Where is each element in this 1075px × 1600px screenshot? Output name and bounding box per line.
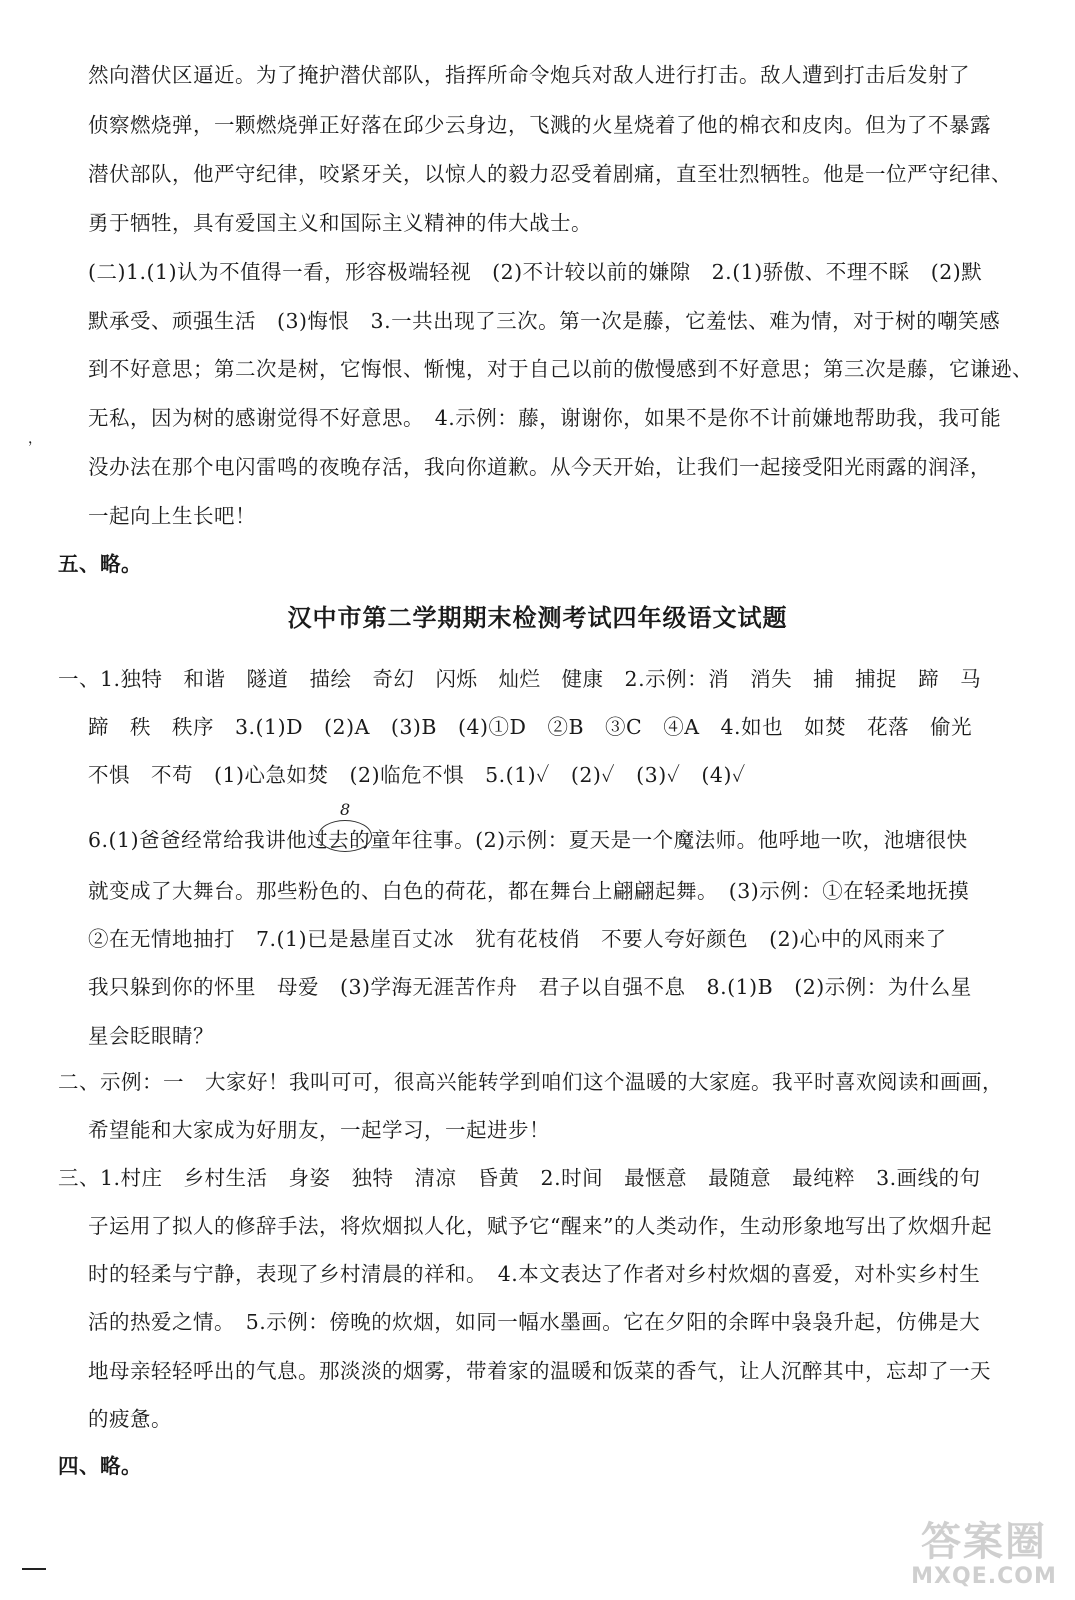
text-line: 地母亲轻轻呼出的气息。那淡淡的烟雾，带着家的温暖和饭菜的香气，让人沉醉其中，忘却了一天 [88,1359,991,1383]
text-line: 默承受、顽强生活 (3)悔恨 3.一共出现了三次。第一次是藤，它羞怯、难为情，对于树的嘲笑感 [88,309,1001,333]
text-line: 勇于牺牲，具有爱国主义和国际主义精神的伟大战士。 [88,211,592,235]
text-line: 星会眨眼睛？ [88,1024,214,1048]
stray-mark: ， [28,431,42,447]
watermark-logo [899,1520,1069,1592]
text-line: 子运用了拟人的修辞手法，将炊烟拟人化，赋予它“醒来”的人类动作，生动形象地写出了炊烟升起 [88,1214,992,1238]
text-line: 无私，因为树的感谢觉得不好意思。 4.示例：藤，谢谢你，如果不是你不计前嫌地帮助我，我可能 [88,406,1002,430]
watermark-url: MXQE.COM [911,1564,1057,1589]
text-line: 时的轻柔与宁静，表现了乡村清晨的祥和。 4.本文表达了作者对乡村炊烟的喜爱，对朴实乡村生 [88,1262,981,1286]
text-line: 我只躲到你的怀里 母爱 (3)学海无涯苦作舟 君子以自强不息 8.(1)B (2)示例：为什么星 [88,975,972,999]
section-five-heading: 五、略。 [58,552,142,576]
text-line: 的疲惫。 [88,1407,172,1431]
text-line: 侦察燃烧弹，一颗燃烧弹正好落在邱少云身边，飞溅的火星烧着了他的棉衣和皮肉。但为了不暴露 [88,113,991,137]
text-line: 6.(1)爸爸经常给我讲他过去的童年往事。(2)示例：夏天是一个魔法师。他呼地一吹，池塘很快 [88,828,968,852]
watermark-text: 答案圈 [921,1519,1047,1565]
section-four-heading: 四、略。 [58,1454,142,1478]
text-line: 然向潜伏区逼近。为了掩护潜伏部队，指挥所命令炮兵对敌人进行打击。敌人遭到打击后发射了 [88,63,970,87]
handwritten-mark: 8 [340,800,351,819]
handwritten-circle-mark [318,820,372,852]
text-line: 活的热爱之情。 5.示例：傍晚的炊烟，如同一幅水墨画。它在夕阳的余晖中袅袅升起，仿佛是大 [88,1310,981,1334]
text-line: 没办法在那个电闪雷鸣的夜晚存活，我向你道歉。从今天开始，让我们一起接受阳光雨露的润泽， [88,455,991,479]
footer-dash [22,1568,46,1570]
text-line: 三、1.村庄 乡村生活 身姿 独特 清凉 昏黄 2.时间 最惬意 最随意 最纯粹 3.画线的句 [58,1166,981,1190]
text-line: 二、示例：一 大家好！我叫可可，很高兴能转学到咱们这个温暖的大家庭。我平时喜欢阅读和画画， [58,1070,1003,1094]
text-line: (二)1.(1)认为不值得一看，形容极端轻视 (2)不计较以前的嫌隙 2.(1)骄傲、不理不睬 (2)默 [88,260,983,284]
text-line: 蹄 秩 秩序 3.(1)D (2)A (3)B (4)①D ②B ③C ④A 4.如也 如焚 花落 偷光 [88,715,973,739]
text-line: 到不好意思；第二次是树，它悔恨、惭愧，对于自己以前的傲慢感到不好意思；第三次是藤，它谦逊、 [88,357,1033,381]
text-line: 就变成了大舞台。那些粉色的、白色的荷花，都在舞台上翩翩起舞。 (3)示例：①在轻柔地抚摸 [88,879,970,903]
text-line: 一起向上生长吧！ [88,504,256,528]
section-title: 汉中市第二学期期末检测考试四年级语文试题 [287,604,788,632]
text-line: 潜伏部队，他严守纪律，咬紧牙关，以惊人的毅力忍受着剧痛，直至壮烈牺牲。他是一位严守纪律、 [88,162,1012,186]
text-line: 不惧 不苟 (1)心急如焚 (2)临危不惧 5.(1)✓ (2)✓ (3)✓ (4)✓ [88,763,746,787]
text-line: 一、1.独特 和谐 隧道 描绘 奇幻 闪烁 灿烂 健康 2.示例：消 消失 捕 捕捉 蹄 马 [58,667,982,691]
text-line: 希望能和大家成为好朋友，一起学习，一起进步！ [88,1118,550,1142]
text-line: ②在无情地抽打 7.(1)已是悬崖百丈冰 犹有花枝俏 不要人夸好颜色 (2)心中的风雨来了 [88,927,947,951]
